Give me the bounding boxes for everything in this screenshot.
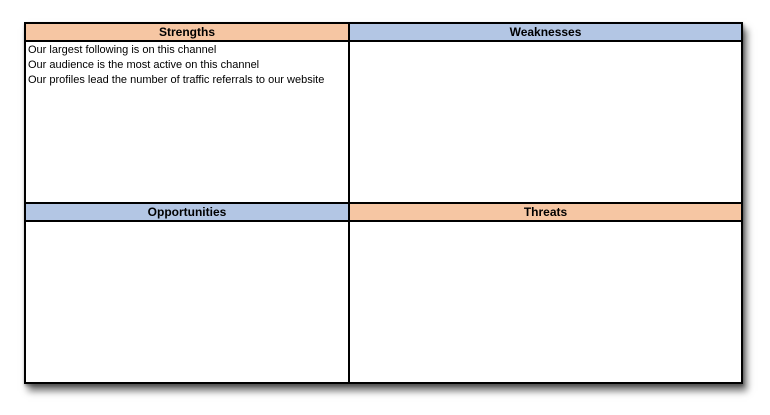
swot-grid [24,22,743,384]
strengths-item: Our largest following is on this channel [28,44,217,56]
strengths-item: Our audience is the most active on this channel [28,59,260,71]
strengths-header: Strengths [26,24,348,42]
opportunities-quadrant [26,204,350,382]
threats-quadrant [350,204,741,382]
weaknesses-header: Weaknesses [350,24,741,42]
strengths-item: Our profiles lead the number of traffic referrals to our website [28,74,325,86]
opportunities-header: Opportunities [26,204,348,222]
weaknesses-list [350,42,741,43]
opportunities-list [26,222,348,223]
threats-list [350,222,741,223]
strengths-list [26,42,348,88]
weaknesses-quadrant [350,24,741,204]
strengths-quadrant [26,24,350,204]
threats-header: Threats [350,204,741,222]
